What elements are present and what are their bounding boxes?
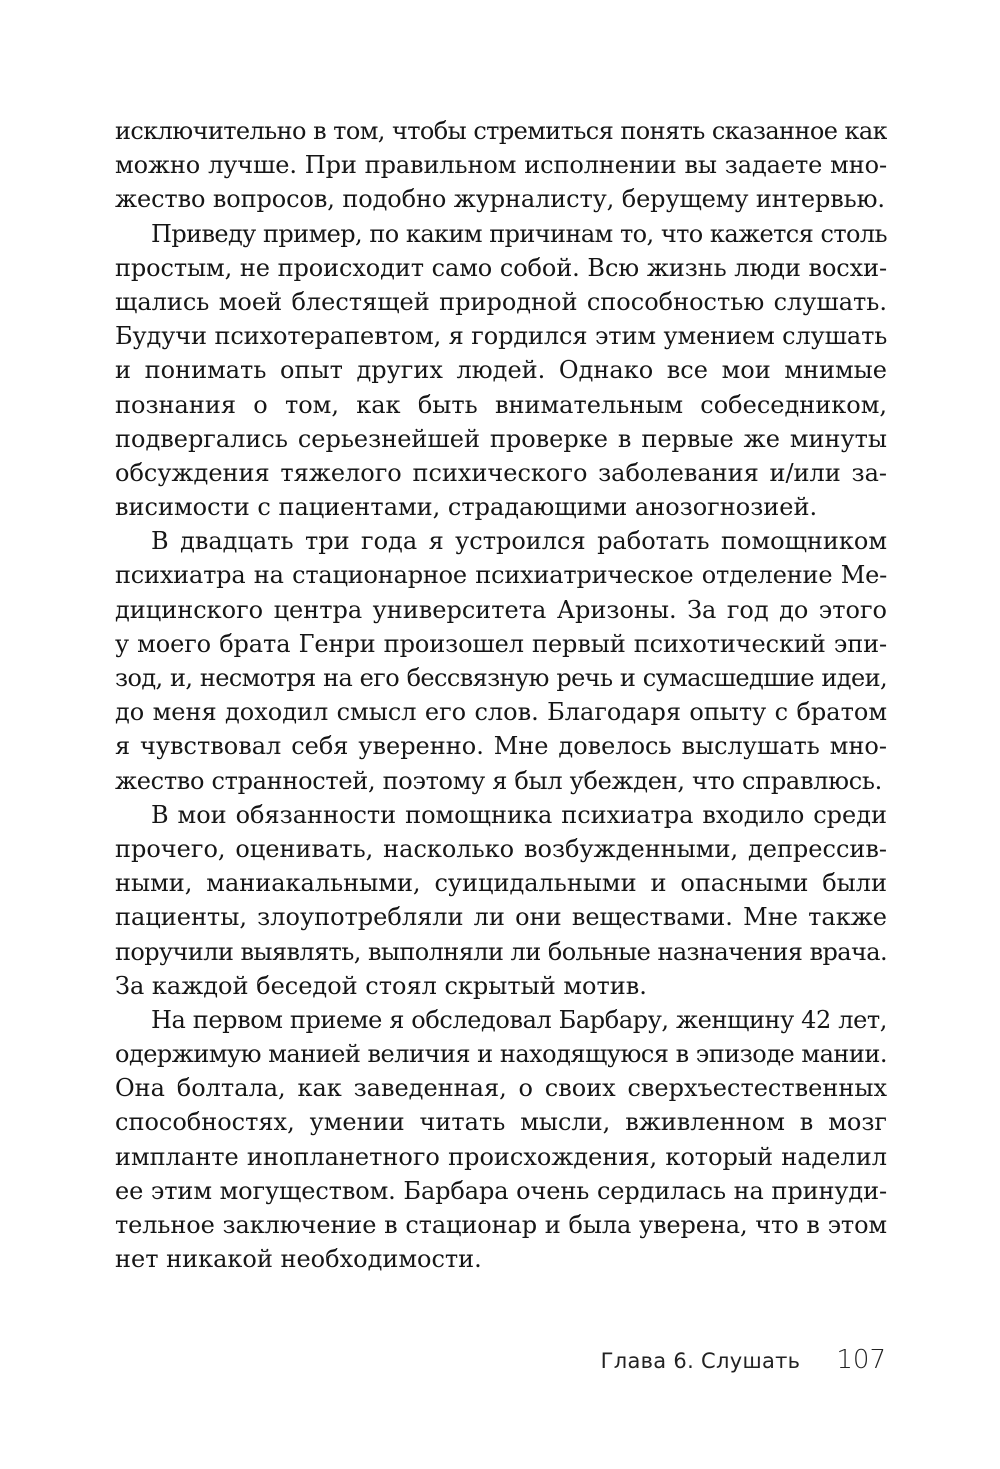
paragraph-4 [115, 798, 887, 1003]
text-line: простым, не происходит само собой. Всю жизнь люди восхи- [115, 253, 887, 282]
paragraph-5 [115, 1003, 887, 1277]
text-line: Приведу пример, по каким причинам то, что кажется столь [151, 219, 887, 248]
text-line: ее этим могуществом. Барбара очень сердилась на принуди- [115, 1176, 887, 1205]
paragraph-3 [115, 524, 887, 798]
text-line: до меня доходил смысл его слов. Благодаря опыту с братом [115, 698, 887, 727]
text-line: способностях, умении читать мысли, вживленном в мозг [115, 1108, 887, 1137]
text-line: одержимую манией величия и находящуюся в эпизоде мании. [115, 1040, 887, 1069]
text-line: зод, и, несмотря на его бессвязную речь и сумасшедшие идеи, [115, 664, 887, 692]
body-text [115, 114, 887, 1276]
text-line: висимости с пациентами, страдающими анозогнозией. [115, 493, 818, 522]
page-number: 107 [836, 1345, 886, 1375]
text-line: ными, маниакальными, суицидальными и опасными были [115, 869, 887, 898]
text-line: у моего брата Генри произошел первый психотический эпи- [115, 629, 887, 658]
text-line: пациенты, злоупотребляли ли они веществами. Мне также [115, 903, 887, 932]
text-line: тельное заключение в стационар и была уверена, что в этом [115, 1211, 887, 1239]
text-line: В двадцать три года я устроился работать помощником [151, 527, 887, 556]
paragraph-1 [115, 114, 887, 217]
text-line: и понимать опыт других людей. Однако все мои мнимые [115, 356, 887, 385]
text-line: Она болтала, как заведенная, о своих сверхъестественных [115, 1074, 887, 1103]
text-line: обсуждения тяжелого психического заболевания и/или за- [115, 458, 887, 487]
text-line: исключительно в том, чтобы стремиться понять сказанное как [115, 117, 887, 145]
text-line: жество странностей, поэтому я был убежден, что справлюсь. [115, 766, 882, 795]
text-line: В мои обязанности помощника психиатра входило среди [151, 800, 887, 829]
text-line: подвергались серьезнейшей проверке в первые же минуты [115, 424, 887, 453]
running-head: Глава 6. Слушать [600, 1349, 801, 1373]
text-line: жество вопросов, подобно журналисту, берущему интервью. [115, 185, 885, 214]
text-line: За каждой беседой стоял скрытый мотив. [115, 971, 647, 1000]
text-line: психиатра на стационарное психиатрическое отделение Ме- [115, 561, 887, 590]
text-line: поручили выявлять, выполняли ли больные назначения врача. [115, 937, 887, 966]
text-line: На первом приеме я обследовал Барбару, женщину 42 лет, [151, 1005, 887, 1034]
paragraph-2 [115, 217, 887, 525]
text-line: прочего, оценивать, насколько возбужденными, депрессив- [115, 834, 887, 863]
text-line: познания о том, как быть внимательным собеседником, [115, 390, 887, 419]
text-line: дицинского центра университета Аризоны. За год до этого [115, 595, 887, 624]
page-footer [601, 1345, 886, 1375]
text-line: Будучи психотерапевтом, я гордился этим умением слушать [115, 322, 887, 351]
text-line: импланте инопланетного происхождения, который наделил [115, 1142, 887, 1171]
text-line: нет никакой необходимости. [115, 1245, 482, 1274]
text-line: можно лучше. При правильном исполнении вы задаете мно- [115, 151, 887, 180]
text-line: я чувствовал себя уверенно. Мне довелось выслушать мно- [115, 732, 887, 761]
text-line: щались моей блестящей природной способностью слушать. [115, 287, 887, 316]
